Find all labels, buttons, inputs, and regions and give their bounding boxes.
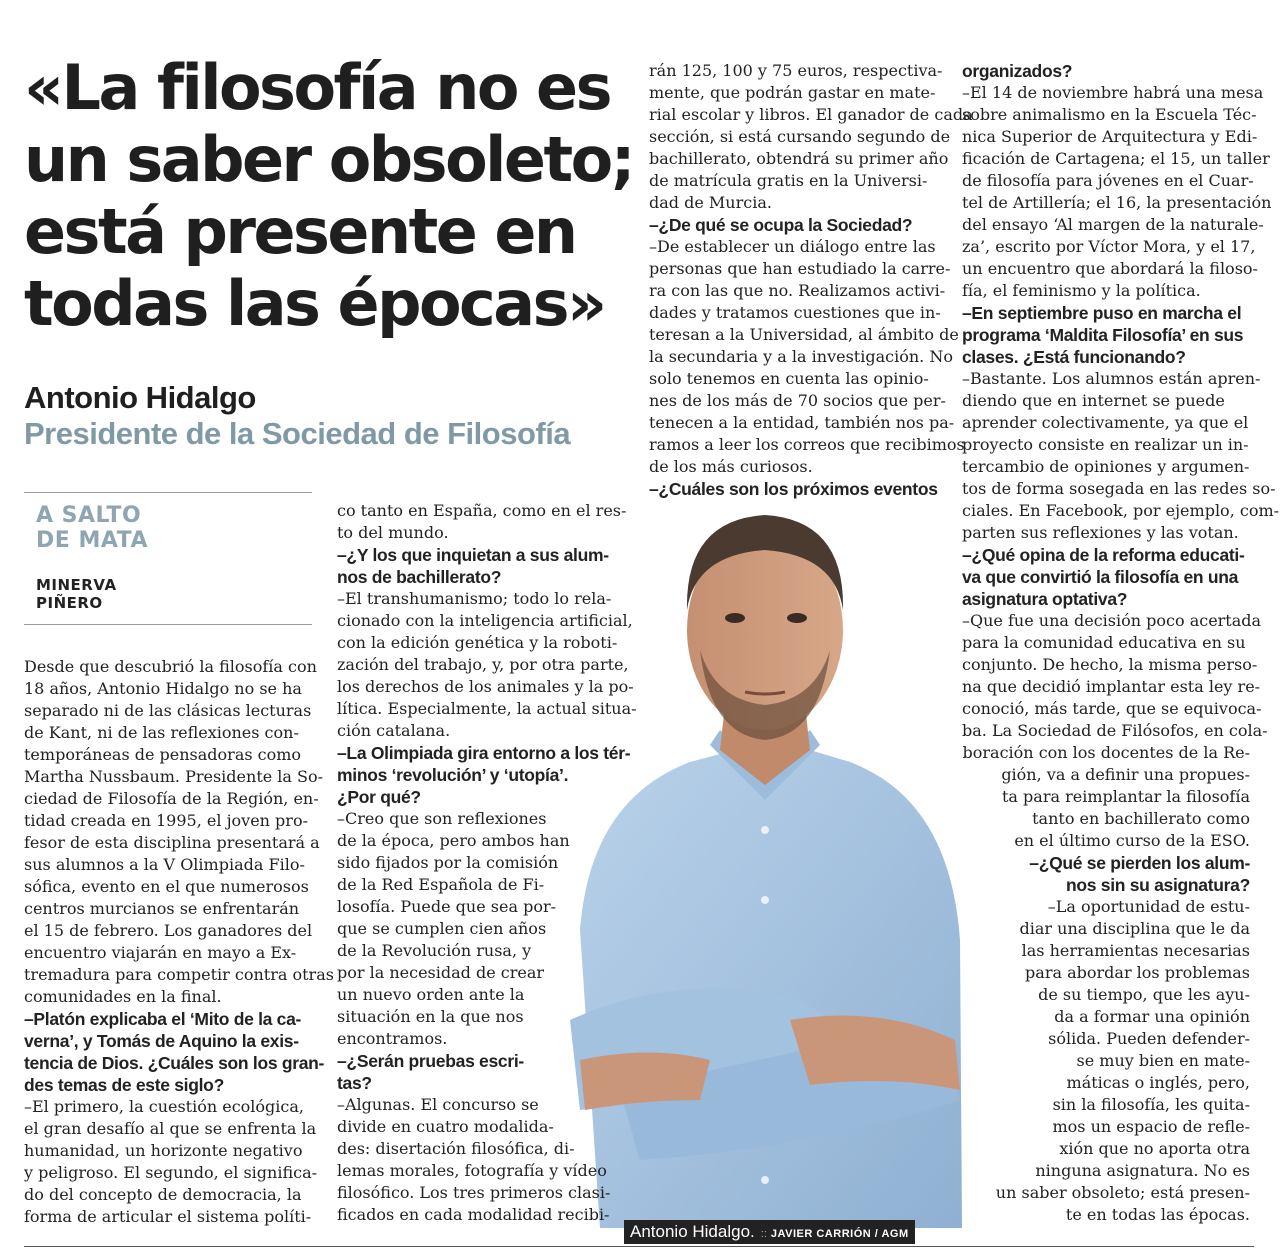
page-bottom-rule (24, 1246, 1254, 1247)
text-line: ficados en cada modalidad recibi- (337, 1205, 610, 1224)
text-line: bachillerato, obtendrá su primer año (649, 149, 949, 168)
text-line: centros murcianos se enfrentarán (24, 899, 300, 918)
text-line: parten sus reflexiones y las votan. (962, 523, 1239, 542)
text-line: sófica, evento en el que numerosos (24, 877, 309, 896)
text-line: conoció, más tarde, que se equivoca- (962, 699, 1262, 718)
headline-line: un saber obsoleto; (24, 123, 633, 196)
text-line: –El transhumanismo; todo lo rela- (337, 589, 612, 608)
question-line: programa ‘Maldita Filosofía’ en sus (962, 325, 1244, 345)
text-line: las herramientas necesarias (1021, 941, 1250, 960)
text-line: de la época, pero ambos han (337, 831, 570, 850)
text-line: co tanto en España, como en el res- (337, 501, 627, 520)
question-line: clases. ¿Está funcionando? (962, 347, 1186, 367)
text-line: diendo que en internet se puede (962, 391, 1225, 410)
text-line: ficación de Cartagena; el 15, un taller (962, 149, 1270, 168)
text-line: para abordar los problemas (1025, 963, 1250, 982)
question-line: –En septiembre puso en marcha el (962, 303, 1242, 323)
text-line: de Kant, ni de las reflexiones con- (24, 723, 299, 742)
text-line: des: disertación filosófica, di- (337, 1139, 575, 1158)
text-line: un encuentro que abordará la filoso- (962, 259, 1258, 278)
text-line: –Algunas. El concurso se (337, 1095, 539, 1114)
question-line: –¿Qué se pierden los alum- (1029, 853, 1250, 873)
text-line: personas que han estudiado la carre- (649, 259, 951, 278)
text-line: y peligroso. El segundo, el significa- (24, 1163, 318, 1182)
text-line: teresan a la Universidad, al ámbito de (649, 325, 959, 344)
question-line: –¿Cuáles son los próximos eventos (649, 479, 938, 499)
text-line: nica Superior de Arquitectura y Edi- (962, 127, 1258, 146)
text-line: solo tenemos en cuenta las opinio- (649, 369, 929, 388)
text-line: del ensayo ‘Al margen de la naturale- (962, 215, 1264, 234)
column-1 (24, 656, 334, 1228)
text-line: losofía. Puede que sea por- (337, 897, 557, 916)
text-line: la secundaria y a la investigación. No (649, 347, 953, 366)
text-line: ciedad de Filosofía de la Región, en- (24, 789, 319, 808)
text-line: dad de Murcia. (649, 193, 772, 212)
text-line: sus alumnos a la V Olimpiada Filo- (24, 855, 305, 874)
text-line: tos de forma sosegada en las redes so- (962, 479, 1276, 498)
text-line: de filosofía para jóvenes en el Cuar- (962, 171, 1254, 190)
headline (24, 51, 633, 340)
text-line: separado ni de las clásicas lecturas (24, 701, 312, 720)
text-line: nes de los más de 70 socios que per- (649, 391, 946, 410)
text-line: na que decidió implantar esta ley re- (962, 677, 1261, 696)
text-line: dades y tratamos cuestiones que in- (649, 303, 941, 322)
question-line: verna’, y Tomás de Aquino la exis- (24, 1031, 299, 1051)
text-line: sobre animalismo en la Escuela Téc- (962, 105, 1257, 124)
text-line: tremadura para competir contra otras (24, 965, 334, 984)
text-line: sido fijados por la comisión (337, 853, 559, 872)
text-line: ninguna asignatura. No es (1035, 1161, 1250, 1180)
text-line: de matrícula gratis en la Universi- (649, 171, 928, 190)
text-line: un saber obsoleto; está presen- (995, 1183, 1250, 1202)
question-line: minos ‘revolución’ y ‘utopía’. (337, 765, 569, 785)
text-line: diar una disciplina que le da (1019, 919, 1250, 938)
author-name-line: MINERVA (36, 576, 117, 594)
text-line: proyecto consiste en realizar un in- (962, 435, 1249, 454)
text-line: lemas morales, fotografía y vídeo (337, 1161, 607, 1180)
text-line: filosófico. Los tres primeros clasi- (337, 1183, 611, 1202)
text-line: el gran desafío al que se enfrenta la (24, 1119, 317, 1138)
text-line: de la Revolución rusa, y (337, 941, 532, 960)
text-line: zación del trabajo, y, por otra parte, (337, 655, 629, 674)
text-line: tel de Artillería; el 16, la presentación (962, 193, 1272, 212)
text-line: –La oportunidad de estu- (1047, 897, 1250, 916)
text-line: sólida. Pueden defender- (1048, 1029, 1250, 1048)
author-name-line: PIÑERO (36, 594, 103, 612)
text-line: situación en la que nos (337, 1007, 524, 1026)
text-line: de los más curiosos. (649, 457, 813, 476)
text-line: encuentro viajarán en mayo a Ex- (24, 943, 297, 962)
text-line: forma de articular el sistema políti- (24, 1207, 312, 1226)
text-line: se muy bien en mate- (1076, 1051, 1250, 1070)
text-line: ramos a leer los correos que recibimos (649, 435, 965, 454)
question-line: tencia de Dios. ¿Cuáles son los gran- (24, 1053, 325, 1073)
text-line: Martha Nussbaum. Presidente la So- (24, 767, 324, 786)
text-line: sin la filosofía, les quita- (1052, 1095, 1250, 1114)
section-label (36, 503, 148, 553)
column-2 (337, 500, 637, 1226)
question-line: organizados? (962, 61, 1073, 81)
headline-line: todas las épocas» (24, 267, 605, 340)
text-line: do del concepto de democracia, la (24, 1185, 302, 1204)
headline-line: está presente en (24, 195, 576, 268)
text-line: –El primero, la cuestión ecológica, (24, 1097, 304, 1116)
caption-separator: :: (760, 1228, 767, 1240)
text-line: te en todas las épocas. (1065, 1205, 1250, 1224)
question-line: –¿Y los que inquietan a sus alum- (337, 545, 609, 565)
column-4 (962, 60, 1280, 1226)
text-line: tanto en bachillerato como (1032, 809, 1250, 828)
text-line: para la comunidad educativa en su (962, 633, 1246, 652)
text-line: ciales. En Facebook, por ejemplo, com- (962, 501, 1280, 520)
text-line: za’, escrito por Víctor Mora, y el 17, (962, 237, 1256, 256)
section-label-line: DE MATA (36, 528, 148, 553)
question-line: –La Olimpiada gira entorno a los tér- (337, 743, 631, 763)
text-line: ra con las que no. Realizamos activi- (649, 281, 946, 300)
text-line: xión que no aporta otra (1059, 1139, 1250, 1158)
text-line: conjunto. De hecho, la misma perso- (962, 655, 1258, 674)
text-line: sección, si está cursando segundo de (649, 127, 951, 146)
text-line: to del mundo. (337, 523, 449, 542)
text-line: rán 125, 100 y 75 euros, respectiva- (649, 61, 943, 80)
text-line: un nuevo orden ante la (337, 985, 525, 1004)
text-line: que se cumplen cien años (337, 919, 547, 938)
interviewee-name: Antonio Hidalgo (24, 380, 256, 415)
text-line: temporáneas de pensadoras como (24, 745, 302, 764)
text-line: tenecen a la entidad, también nos pa- (649, 413, 955, 432)
text-line: tercambio de opiniones y argumen- (962, 457, 1250, 476)
text-line: divide en cuatro modalida- (337, 1117, 554, 1136)
interviewee-role: Presidente de la Sociedad de Filosofía (24, 416, 571, 451)
question-line: tas? (337, 1073, 372, 1093)
text-line: en el último curso de la ESO. (1014, 831, 1250, 850)
text-line: mos un espacio de refle- (1052, 1117, 1250, 1136)
text-line: –Que fue una decisión poco acertada (962, 611, 1262, 630)
text-line: –De establecer un diálogo entre las (649, 237, 936, 256)
text-line: mente, que podrán gastar en mate- (649, 83, 936, 102)
text-line: por la necesidad de crear (337, 963, 545, 982)
question-line: va que convirtió la filosofía en una (962, 567, 1239, 587)
section-bottom-rule (24, 624, 312, 625)
text-line: Desde que descubrió la filosofía con (24, 657, 317, 676)
text-line: ba. La Sociedad de Filósofos, en cola- (962, 721, 1268, 740)
question-line: –¿De qué se ocupa la Sociedad? (649, 215, 913, 235)
text-line: aprender colectivamente, ya que el (962, 413, 1249, 432)
question-line: –¿Qué opina de la reforma educati- (962, 545, 1245, 565)
text-line: humanidad, un horizonte negativo (24, 1141, 303, 1160)
text-line: de su tiempo, que les ayu- (1038, 985, 1250, 1004)
text-line: –Creo que son reflexiones (337, 809, 547, 828)
section-top-rule (24, 492, 312, 493)
text-line: boración con los docentes de la Re- (962, 743, 1250, 762)
photo-caption (624, 1220, 915, 1244)
text-line: da a formar una opinión (1054, 1007, 1250, 1026)
text-line: ta para reimplantar la filosofía (1001, 787, 1250, 806)
text-line: los derechos de los animales y la po- (337, 677, 634, 696)
text-line: –Bastante. Los alumnos están apren- (962, 369, 1261, 388)
question-line: des temas de este siglo? (24, 1075, 224, 1095)
question-line: –Platón explicaba el ‘Mito de la ca- (24, 1009, 302, 1029)
section-label-line: A SALTO (36, 503, 142, 528)
text-line: ción catalana. (337, 721, 451, 740)
text-line: cionado con la inteligencia artificial, (337, 611, 633, 630)
author-name (36, 576, 117, 612)
question-line: –¿Serán pruebas escri- (337, 1051, 524, 1071)
text-line: –El 14 de noviembre habrá una mesa (962, 83, 1264, 102)
text-line: el 15 de febrero. Los ganadores del (24, 921, 313, 940)
text-line: rial escolar y libros. El ganador de cada (649, 105, 973, 124)
text-line: de la Red Española de Fi- (337, 875, 545, 894)
text-line: gión, va a definir una propues- (1001, 765, 1250, 784)
headline-line: «La filosofía no es (24, 51, 610, 124)
text-line: encontramos. (337, 1029, 448, 1048)
text-line: máticas o inglés, pero, (1066, 1073, 1250, 1092)
text-line: 18 años, Antonio Hidalgo no se ha (24, 679, 302, 698)
question-line: nos de bachillerato? (337, 567, 502, 587)
column-3 (649, 60, 973, 500)
text-line: fesor de esta disciplina presentará a (24, 833, 320, 852)
text-line: comunidades en la final. (24, 987, 222, 1006)
question-line: nos sin su asignatura? (1066, 875, 1250, 895)
question-line: asignatura optativa? (962, 589, 1128, 609)
caption-text: Antonio Hidalgo. (630, 1222, 755, 1241)
text-line: tidad creada en 1995, el joven pro- (24, 811, 308, 830)
question-line: ¿Por qué? (337, 787, 421, 807)
text-line: fía, el feminismo y la política. (962, 281, 1201, 300)
text-line: con la edición genética y la roboti- (337, 633, 618, 652)
text-line: lítica. Especialmente, la actual situa- (337, 699, 637, 718)
photo-credit: JAVIER CARRIÓN / AGM (770, 1228, 909, 1240)
